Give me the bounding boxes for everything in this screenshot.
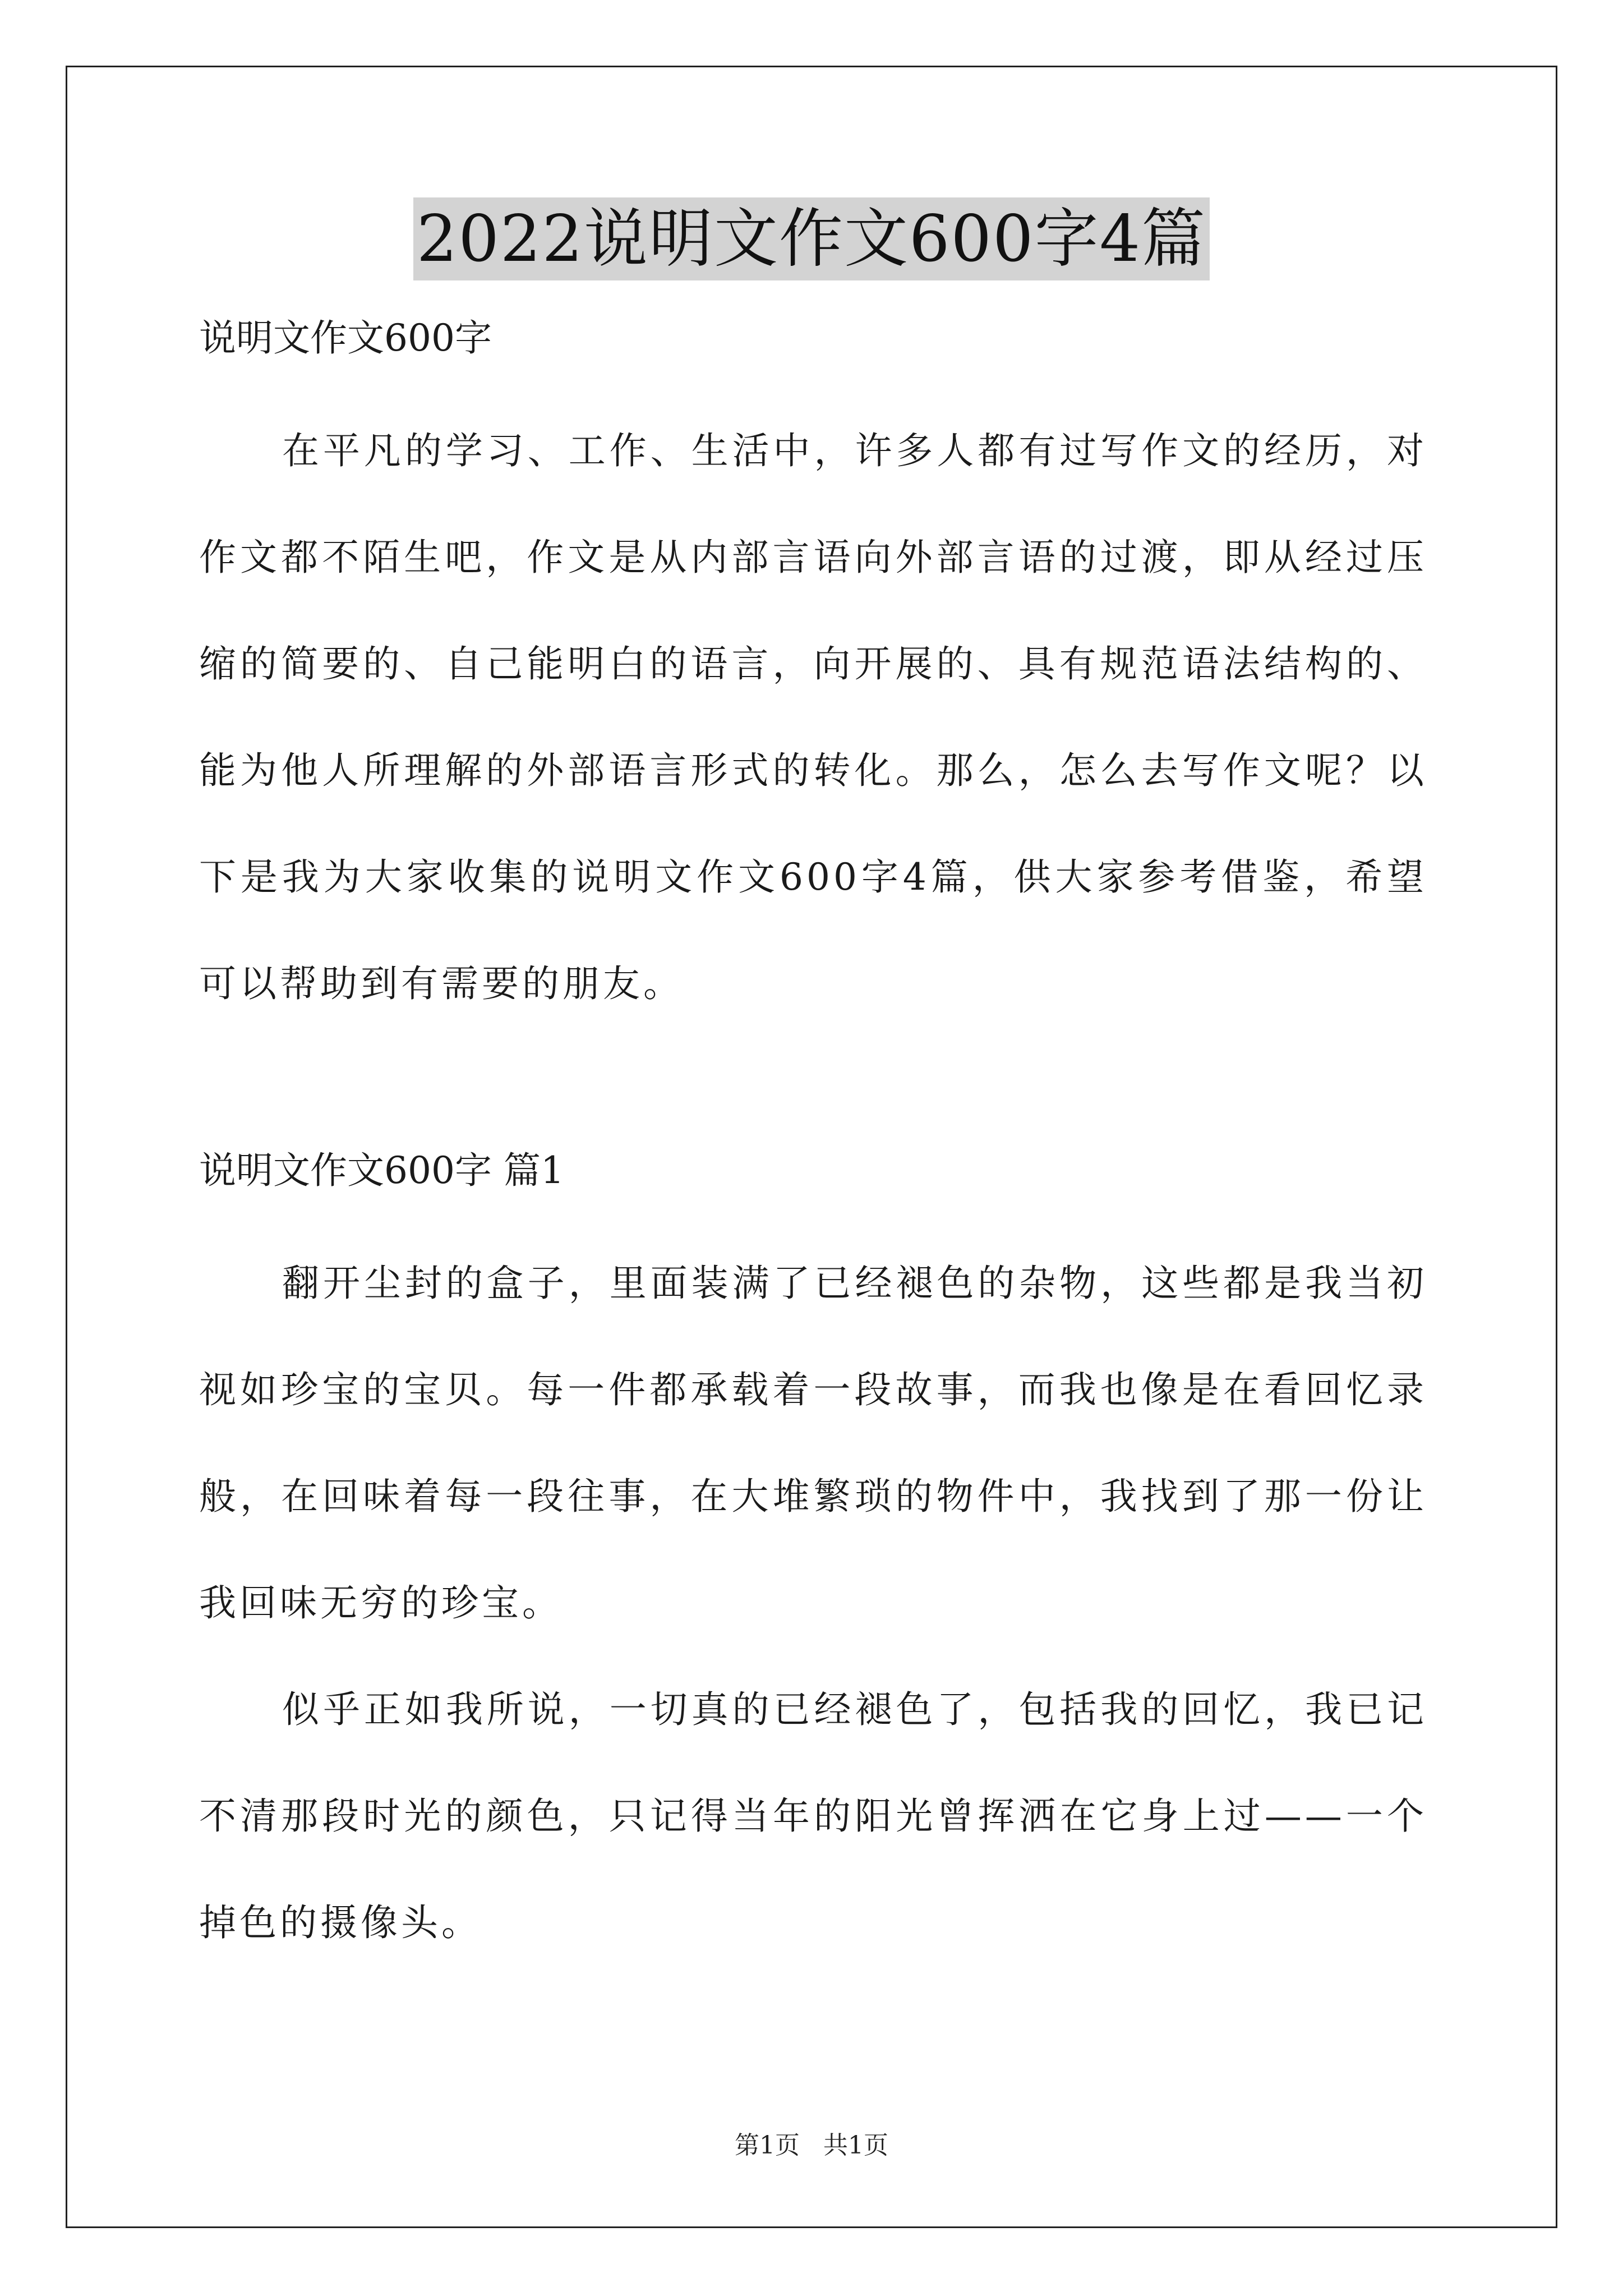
intro-paragraph: 在平凡的学习、工作、生活中，许多人都有过写作文的经历，对作文都不陌生吧，作文是从内部言语向外部言语的过渡，即从经过压缩的简要的、自己能明白的语言，向开展的、具有规范语法结构的、能为他人所理解的外部语言形式的转化。那么，怎么去写作文呢？以下是我为大家收集的说明文作文600字4篇，供大家参考借鉴，希望可以帮助到有需要的朋友。 <box>199 429 1427 1005</box>
intro-heading: 说明文作文600字 <box>199 316 492 360</box>
page-footer: 第1页 共1页 <box>735 2131 888 2160</box>
section-1-paragraph-1: 翻开尘封的盒子，里面装满了已经褪色的杂物，这些都是我当初视如珍宝的宝贝。每一件都承载着一段故事，而我也像是在看回忆录般，在回味着每一段往事，在大堆繁琐的物件中，我找到了那一份让我回味无穷的珍宝。 <box>199 1262 1427 1625</box>
document-title: 2022说明文作文600字4篇 <box>413 197 1210 280</box>
title-container <box>0 197 1623 280</box>
section-1-paragraph-2: 似乎正如我所说，一切真的已经褪色了，包括我的回忆，我已记不清那段时光的颜色，只记得当年的阳光曾挥洒在它身上过——一个掉色的摄像头。 <box>199 1688 1427 1944</box>
document-body <box>199 311 1427 1976</box>
section-1-heading: 说明文作文600字 篇1 <box>199 1149 564 1192</box>
